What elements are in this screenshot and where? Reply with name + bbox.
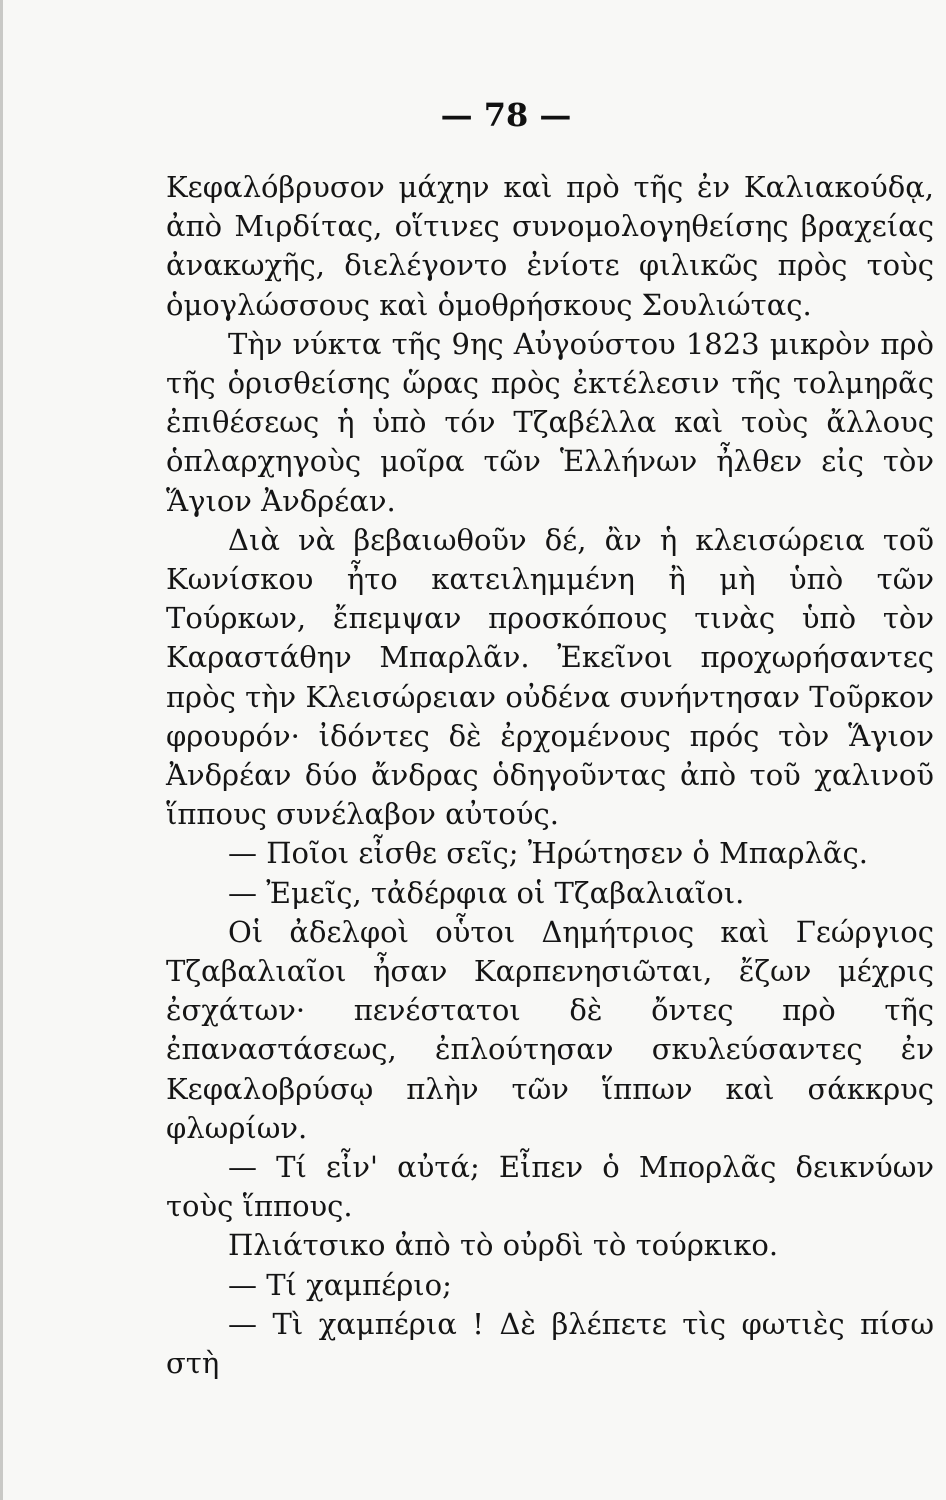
dialogue-line: — Ποῖοι εἶσθε σεῖς; Ἠρώτησεν ὁ Μπαρλᾶς. <box>228 836 868 871</box>
page-number: — 78 — <box>440 96 572 134</box>
dialogue-line: — Τὶ χαμπέρια ! Δὲ βλέπετε τὶς φωτιὲς πίσω στὴ <box>166 1306 934 1381</box>
dialogue-line: — Τί χαμπέριο; <box>228 1267 452 1302</box>
body-text <box>166 168 934 1383</box>
paragraph: Οἱ ἀδελφοὶ οὗτοι Δημήτριος καὶ Γεώργιος Τζαβαλιαῖοι ἦσαν Καρπενησιῶται, ἔζων μέχρις ἐσχάτων· πενέστατοι δὲ ὄντες πρὸ τῆς ἐπαναστάσεως, ἐπλούτησαν σκυλεύσαντες ἐν Κεφαλοβρύσῳ πλὴν τῶν ἵππων καὶ σάκκρυς φλωρίων. <box>166 914 934 1145</box>
paragraph: Τὴν νύκτα τῆς 9ης Αὐγούστου 1823 μικρὸν πρὸ τῆς ὁρισθείσης ὥρας πρὸς ἐκτέλεσιν τῆς τολμηρᾶς ἐπιθέσεως ἡ ὑπὸ τόν Τζαβέλλα καὶ τοὺς ἄλλους ὁπλαρχηγοὺς μοῖρα τῶν Ἑλλήνων ἦλθεν εἰς τὸν Ἅγιον Ἀνδρέαν. <box>166 326 934 518</box>
dialogue-line: — Τί εἶν' αὐτά; Εἶπεν ὁ Μπορλᾶς δεικνύων τοὺς ἵππους. <box>166 1150 934 1224</box>
dialogue-line: Πλιάτσικο ἀπὸ τὸ οὐρδὶ τὸ τούρκικο. <box>228 1228 779 1263</box>
dialogue-line: — Ἐμεῖς, τἀδέρφια οἱ Τζαβαλιαῖοι. <box>228 875 745 910</box>
paragraph: Διὰ νὰ βεβαιωθοῦν δέ, ἂν ἡ κλεισώρεια τοῦ Κωνίσκου ἦτο κατειλημμένη ἢ μὴ ὑπὸ τῶν Τούρκων, ἔπεμψαν προσκόπους τινὰς ὑπὸ τὸν Καραστάθην Μπαρλᾶν. Ἐκεῖνοι προχωρήσαντες πρὸς τὴν Κλεισώρειαν οὐδένα συνήντησαν Τοῦρκον φρουρόν· ἰδόντες δὲ ἐρχομένους πρός τὸν Ἅγιον Ἀνδρέαν δύο ἄνδρας ὁδηγοῦντας ἀπὸ τοῦ χαλινοῦ ἵππους συνέλαβον αὐτούς. <box>166 522 934 832</box>
paragraph: Κεφαλόβρυσον μάχην καὶ πρὸ τῆς ἐν Καλιακούδᾳ, ἀπὸ Μιρδίτας, οἵτινες συνομολογηθείσης βραχείας ἀνακωχῆς, διελέγοντο ἐνίοτε φιλικῶς πρὸς τοὺς ὁμογλώσσους καὶ ὁμοθρήσκους Σουλιώτας. <box>166 170 934 322</box>
